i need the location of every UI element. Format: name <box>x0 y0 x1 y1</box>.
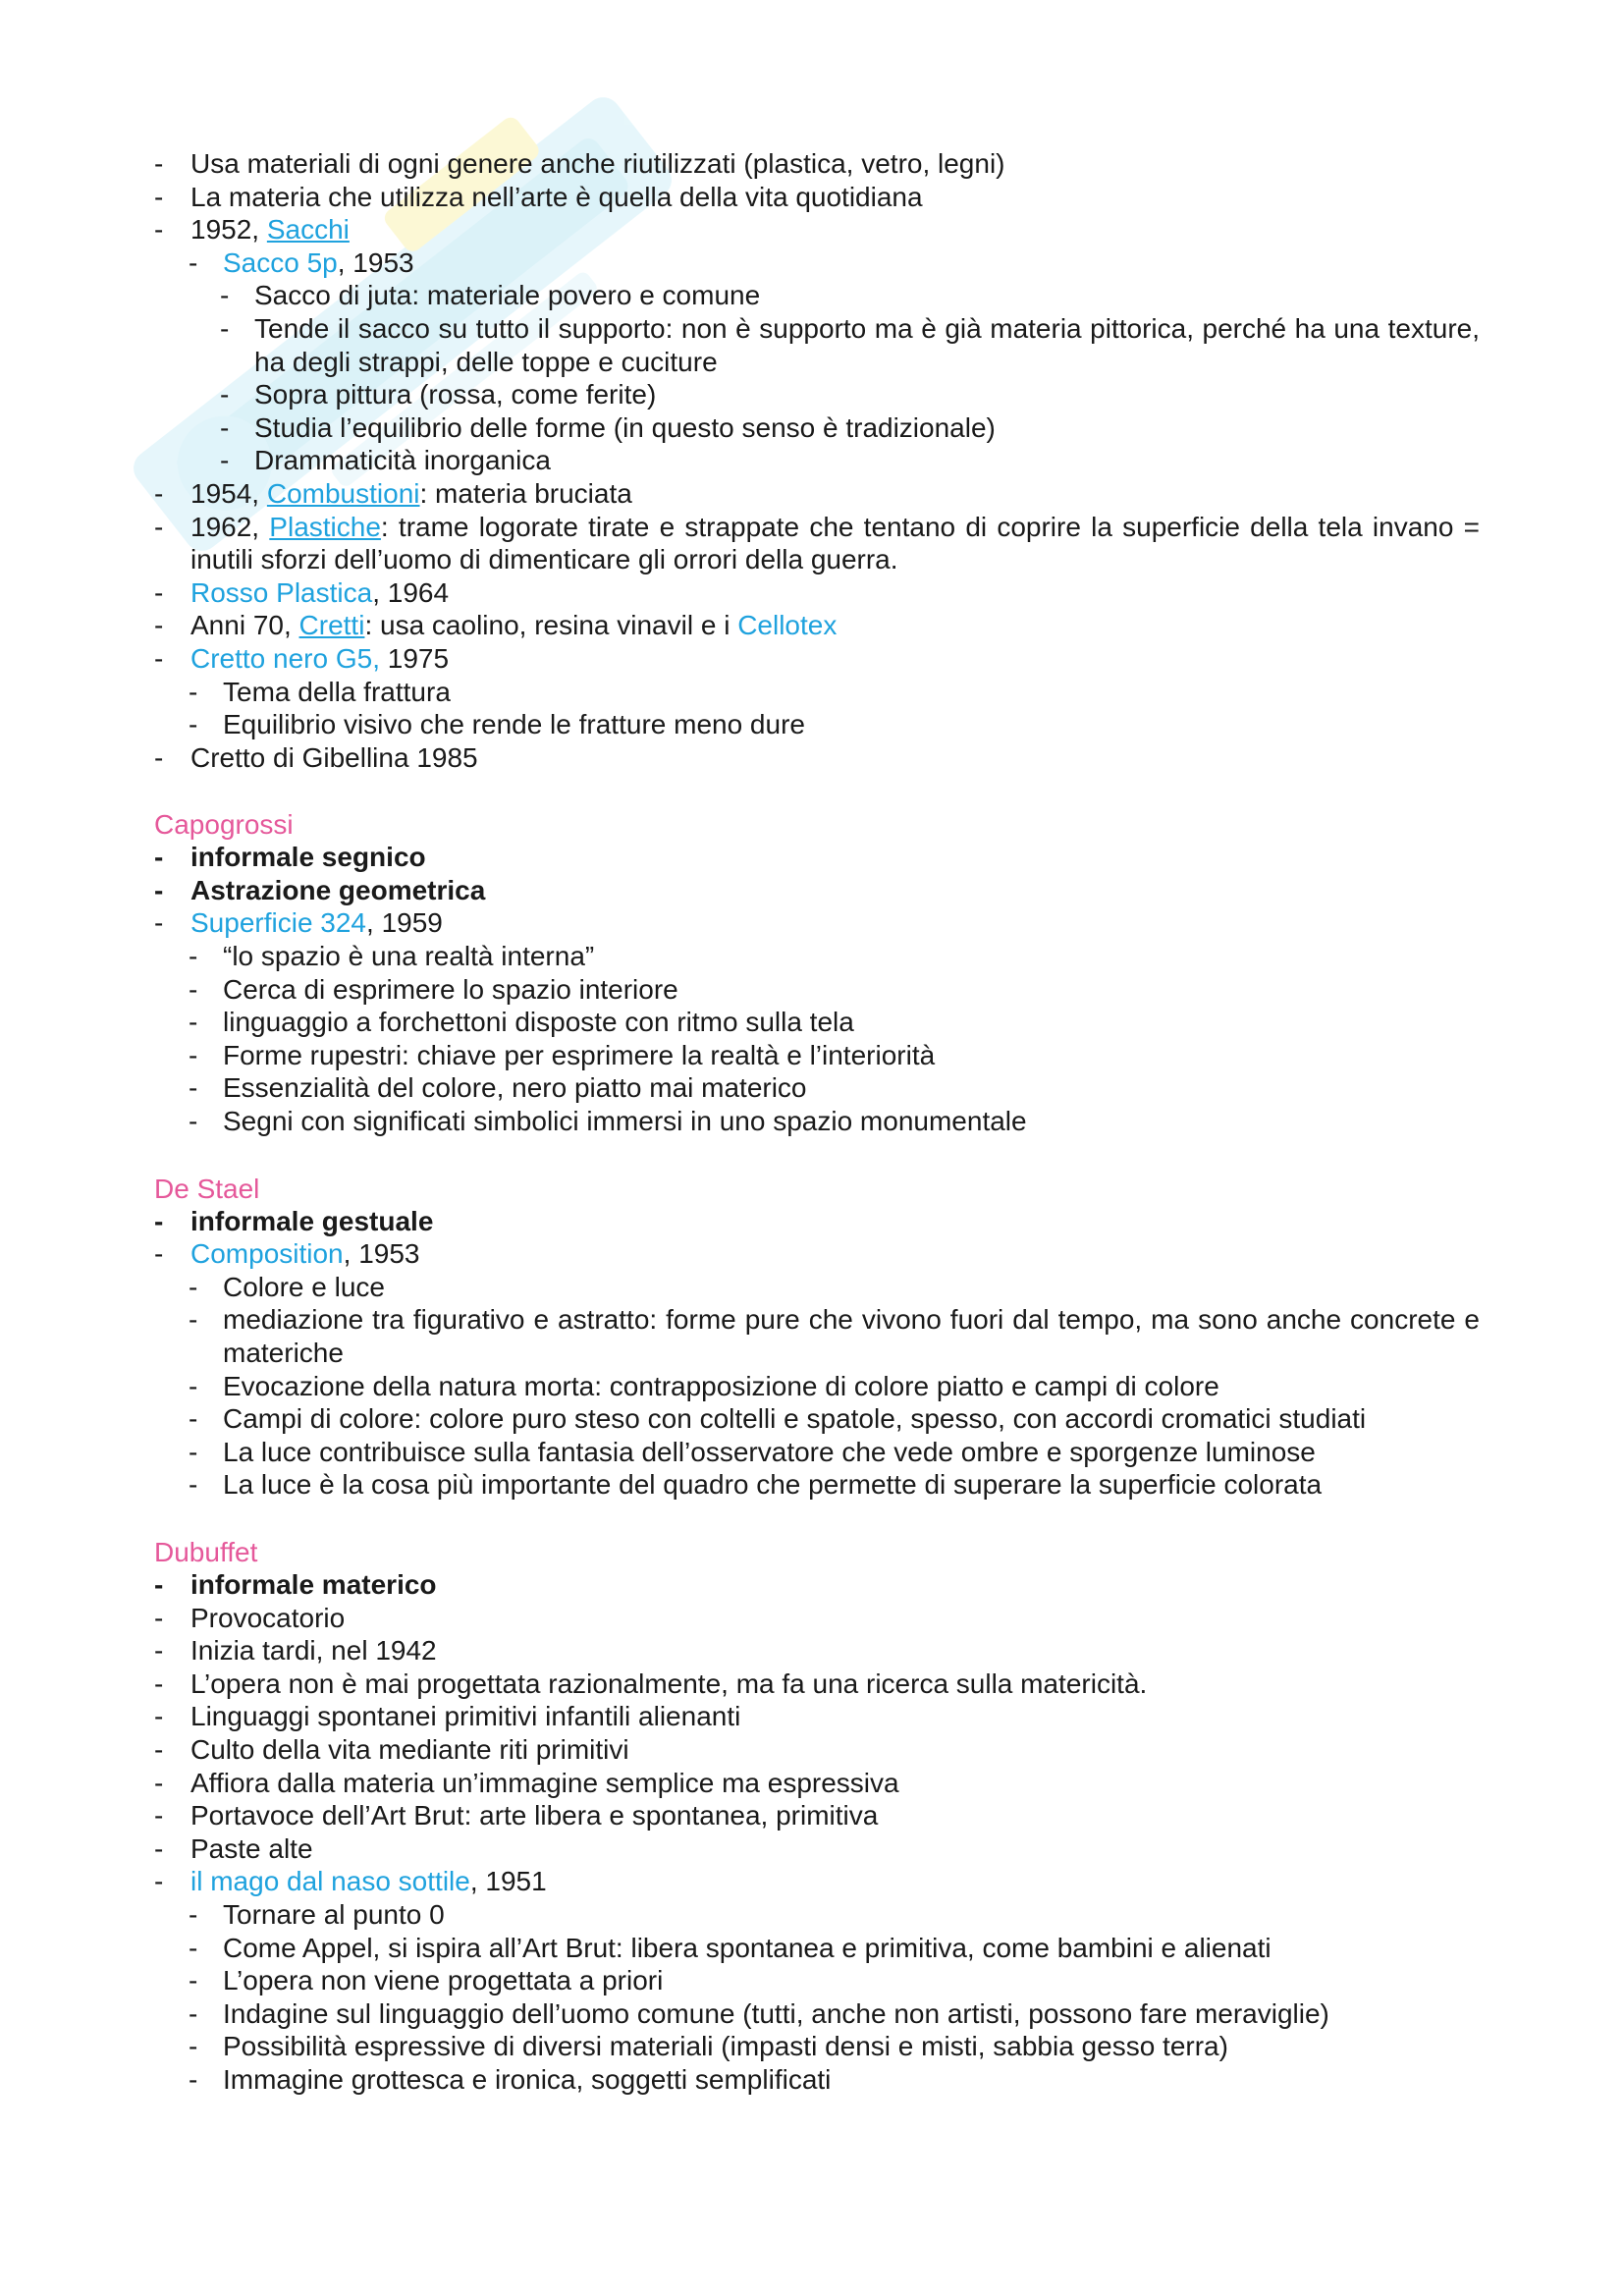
item-text: , 1959 <box>366 907 443 939</box>
item-text: Culto della vita mediante riti primitivi <box>190 1733 629 1765</box>
item-text: Studia l’equilibrio delle forme (in questo senso è tradizionale) <box>254 411 996 443</box>
item-text: : usa caolino, resina vinavil e i <box>364 610 738 641</box>
item-text: Possibilità espressive di diversi materiali (impasti densi e misti, sabbia gesso terra) <box>223 2031 1228 2062</box>
list-item <box>154 642 1480 676</box>
item-text: Equilibrio visivo che rende le fratture meno dure <box>223 709 805 740</box>
bullet-list <box>154 1205 1480 1502</box>
list-item <box>154 1006 1480 1039</box>
item-text: Inizia tardi, nel 1942 <box>190 1635 437 1667</box>
item-text: La luce contribuisce sulla fantasia dell’osservatore che vede ombre e sporgenze luminose <box>223 1436 1316 1467</box>
list-item <box>154 1568 1480 1602</box>
artwork-link[interactable]: Rosso Plastica <box>190 576 373 608</box>
item-text: mediazione tra figurativo e astratto: forme pure che vivono fuori dal tempo, ma sono anche concrete e materiche <box>223 1304 1480 1368</box>
item-text: Sacco di juta: materiale povero e comune <box>254 280 761 311</box>
list-item <box>154 1271 1480 1304</box>
list-item <box>154 378 1480 411</box>
item-text: Colore e luce <box>223 1271 385 1302</box>
list-item <box>154 1932 1480 1965</box>
item-text: Tornare al punto 0 <box>223 1898 445 1930</box>
list-item <box>154 1402 1480 1436</box>
list-item <box>154 1303 1480 1369</box>
item-text: 1954, <box>190 477 267 509</box>
item-text: L’opera non è mai progettata razionalmente, ma fa una ricerca sulla matericità. <box>190 1667 1148 1699</box>
item-text: Campi di colore: colore puro steso con coltelli e spatole, spesso, con accordi cromatici studiati <box>223 1403 1367 1435</box>
item-text: , 1964 <box>372 576 450 608</box>
artwork-link[interactable]: Cretti <box>298 610 365 641</box>
list-item <box>154 906 1480 940</box>
section-heading: De Stael <box>154 1173 260 1204</box>
list-item <box>154 576 1480 610</box>
list-item <box>154 1237 1480 1271</box>
list-item <box>154 1436 1480 1469</box>
item-text: Immagine grottesca e ironica, soggetti semplificati <box>223 2063 832 2095</box>
artwork-link[interactable]: Sacco 5p <box>223 246 338 278</box>
item-text: La materia che utilizza nell’arte è quella della vita quotidiana <box>190 181 923 212</box>
list-item <box>154 279 1480 312</box>
item-text: Tema della frattura <box>223 676 451 707</box>
item-text: Portavoce dell’Art Brut: arte libera e spontanea, primitiva <box>190 1800 879 1831</box>
list-item <box>154 973 1480 1007</box>
list-item <box>154 477 1480 511</box>
item-text: Astrazione geometrica <box>190 874 486 905</box>
artwork-link[interactable]: Plastiche <box>269 511 381 542</box>
bullet-list <box>154 1568 1480 2097</box>
list-item <box>154 1634 1480 1667</box>
item-text: Usa materiali di ogni genere anche riutilizzati (plastica, vetro, legni) <box>190 148 1005 179</box>
item-text: informale segnico <box>190 842 426 873</box>
item-text: : materia bruciata <box>419 477 632 509</box>
list-item <box>154 609 1480 642</box>
notes-page <box>154 147 1480 2096</box>
list-item <box>154 2063 1480 2097</box>
artwork-link[interactable]: Cellotex <box>737 610 838 641</box>
item-text: Provocatorio <box>190 1602 346 1633</box>
item-text: 1975 <box>387 642 450 674</box>
list-item <box>154 1865 1480 1898</box>
item-text: Drammaticità inorganica <box>254 445 551 476</box>
section <box>154 1173 1480 1502</box>
artwork-link[interactable]: Sacchi <box>266 214 350 246</box>
list-item <box>154 213 1480 246</box>
item-text: : trame logorate tirate e strappate che tentano di coprire la superficie della tela invano = inutili sforzi dell’uomo di dimenticare gli orrori della guerra. <box>190 511 1480 575</box>
item-text: Linguaggi spontanei primitivi infantili alienanti <box>190 1701 741 1732</box>
item-text: Tende il sacco su tutto il supporto: non è supporto ma è già materia pittorica, perché ha una texture, ha degli strappi, delle toppe e cuciture <box>254 312 1480 377</box>
list-item <box>154 246 1480 280</box>
item-text: Anni 70, <box>190 610 299 641</box>
list-item <box>154 511 1480 576</box>
section <box>154 808 1480 1137</box>
list-item <box>154 874 1480 907</box>
list-item <box>154 940 1480 973</box>
item-text: Evocazione della natura morta: contrapposizione di colore piatto e campi di colore <box>223 1370 1219 1401</box>
artwork-link[interactable]: il mago dal naso sottile <box>190 1866 470 1897</box>
artwork-link[interactable]: Superficie 324 <box>190 907 367 939</box>
list-item <box>154 181 1480 214</box>
item-text: 1962, <box>190 511 270 542</box>
section-heading: Dubuffet <box>154 1536 258 1567</box>
list-item <box>154 1799 1480 1832</box>
artwork-link[interactable]: Combustioni <box>266 477 420 509</box>
item-text: Affiora dalla materia un’immagine semplice ma espressiva <box>190 1767 899 1798</box>
list-item <box>154 1997 1480 2031</box>
list-item <box>154 1733 1480 1767</box>
section <box>154 1536 1480 2097</box>
item-text: Essenzialità del colore, nero piatto mai materico <box>223 1072 807 1104</box>
item-text: Cerca di esprimere lo spazio interiore <box>223 973 678 1005</box>
item-text: Segni con significati simbolici immersi in uno spazio monumentale <box>223 1106 1027 1137</box>
item-text: , 1953 <box>337 246 414 278</box>
list-item <box>154 411 1480 445</box>
artwork-link[interactable]: Composition <box>190 1238 344 1270</box>
item-text: Indagine sul linguaggio dell’uomo comune (tutti, anche non artisti, possono fare meraviglie) <box>223 1997 1329 2029</box>
list-item <box>154 1767 1480 1800</box>
list-item <box>154 1105 1480 1138</box>
item-text: , 1951 <box>469 1866 547 1897</box>
item-text: 1952, <box>190 214 267 246</box>
list-item <box>154 676 1480 709</box>
list-item <box>154 1468 1480 1502</box>
item-text: Sopra pittura (rossa, come ferite) <box>254 379 657 410</box>
item-text: “lo spazio è una realtà interna” <box>223 941 595 972</box>
list-item <box>154 147 1480 181</box>
list-item <box>154 841 1480 874</box>
item-text: L’opera non viene progettata a priori <box>223 1965 664 1996</box>
list-item <box>154 708 1480 741</box>
item-text: linguaggio a forchettoni disposte con ritmo sulla tela <box>223 1007 854 1038</box>
item-text: Cretto di Gibellina 1985 <box>190 741 478 773</box>
item-text: Paste alte <box>190 1832 313 1864</box>
item-text: , 1953 <box>343 1238 420 1270</box>
item-text: Come Appel, si ispira all’Art Brut: libera spontanea e primitiva, come bambini e alienati <box>223 1932 1271 1963</box>
list-item <box>154 1832 1480 1866</box>
section <box>154 147 1480 774</box>
bullet-list <box>154 841 1480 1137</box>
item-text: La luce è la cosa più importante del quadro che permette di superare la superficie colorata <box>223 1469 1323 1501</box>
list-item <box>154 1370 1480 1403</box>
list-item <box>154 1700 1480 1733</box>
list-item <box>154 1039 1480 1072</box>
list-item <box>154 1898 1480 1932</box>
list-item <box>154 1667 1480 1701</box>
list-item <box>154 2030 1480 2063</box>
list-item <box>154 1205 1480 1238</box>
list-item <box>154 444 1480 477</box>
bullet-list <box>154 147 1480 774</box>
list-item <box>154 1964 1480 1997</box>
list-item <box>154 1071 1480 1105</box>
list-item <box>154 741 1480 775</box>
item-text: Forme rupestri: chiave per esprimere la realtà e l’interiorità <box>223 1039 936 1070</box>
item-text: informale gestuale <box>190 1205 434 1236</box>
item-text: informale materico <box>190 1568 437 1600</box>
artwork-link[interactable]: Cretto nero G5, <box>190 642 388 674</box>
section-heading: Capogrossi <box>154 809 294 841</box>
list-item <box>154 312 1480 378</box>
list-item <box>154 1602 1480 1635</box>
